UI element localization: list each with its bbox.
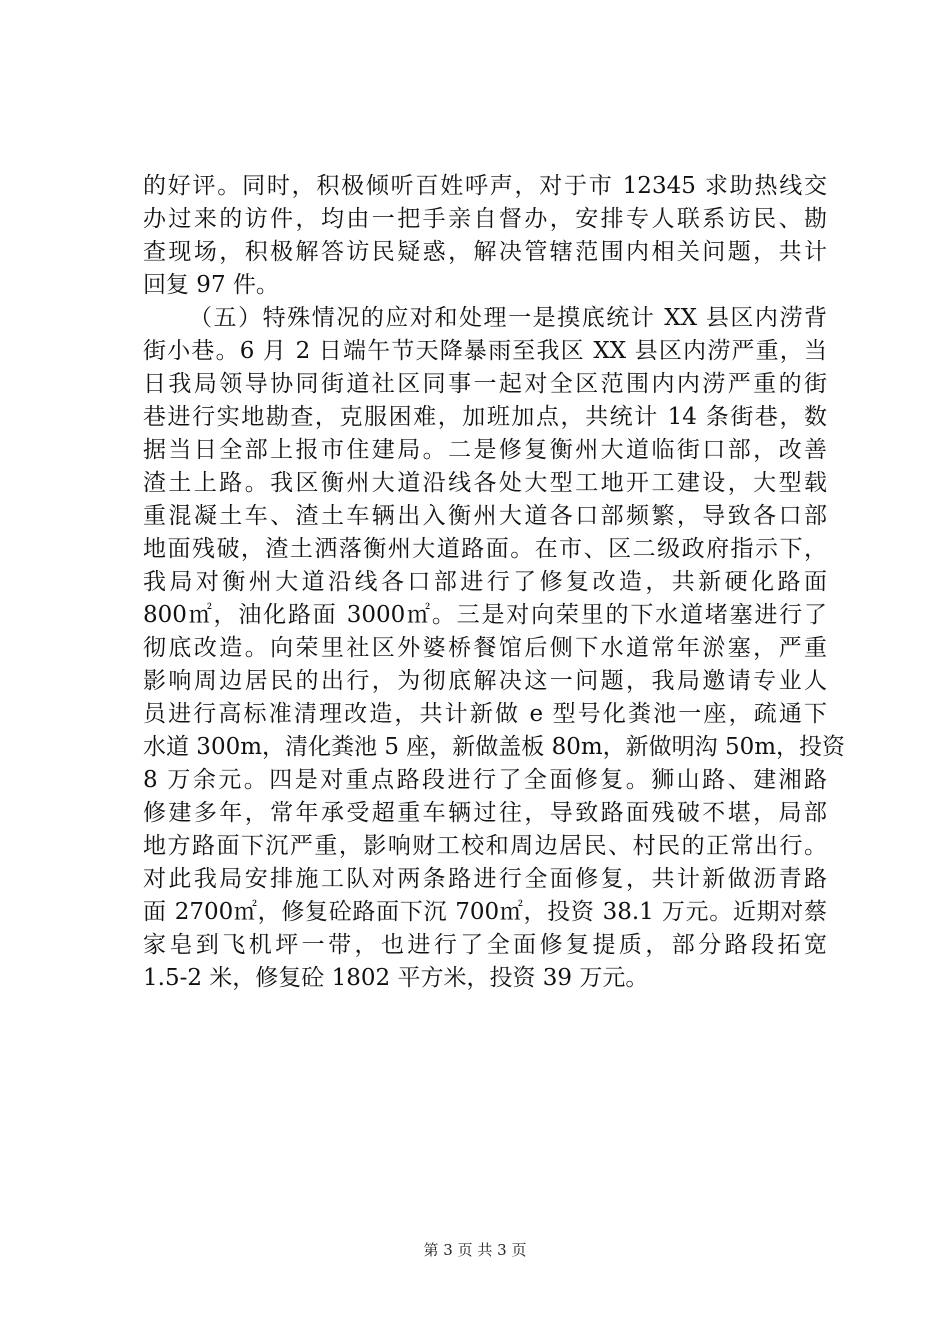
text-line: 地方路面下沉严重，影响财工校和周边居民、村民的正常出行。 bbox=[143, 833, 827, 859]
paragraph-start-line: （五）特殊情况的应对和处理一是摸底统计 XX 县区内涝背 bbox=[189, 305, 827, 331]
text-line: 办过来的访件，均由一把手亲自督办，安排专人联系访民、勘 bbox=[143, 206, 827, 232]
text-line: 员进行高标准清理改造，共计新做 e 型号化粪池一座，疏通下 bbox=[143, 701, 827, 727]
text-line: 查现场，积极解答访民疑惑，解决管辖范围内相关问题，共计 bbox=[143, 239, 827, 265]
text-line: 的好评。同时，积极倾听百姓呼声，对于市 12345 求助热线交 bbox=[143, 173, 827, 199]
text-line: 据当日全部上报市住建局。二是修复衡州大道临街口部，改善 bbox=[143, 437, 827, 463]
text-line: 彻底改造。向荣里社区外婆桥餐馆后侧下水道常年淤塞，严重 bbox=[143, 635, 827, 661]
text-line: 街小巷。6 月 2 日端午节天降暴雨至我区 XX 县区内涝严重，当 bbox=[143, 338, 827, 364]
text-line: 重混凝土车、渣土车辆出入衡州大道各口部频繁，导致各口部 bbox=[143, 503, 827, 529]
text-line: 水道 300m，清化粪池 5 座，新做盖板 80m，新做明沟 50m，投资 bbox=[143, 734, 846, 760]
text-line: 我局对衡州大道沿线各口部进行了修复改造，共新硬化路面 bbox=[143, 569, 827, 595]
text-line: 修建多年，常年承受超重车辆过往，导致路面残破不堪，局部 bbox=[143, 800, 827, 826]
text-line: 家皂到飞机坪一带，也进行了全面修复提质，部分路段拓宽 bbox=[143, 932, 827, 958]
text-line: 地面残破，渣土洒落衡州大道路面。在市、区二级政府指示下， bbox=[143, 536, 827, 562]
text-line: 1.5-2 米，修复砼 1802 平方米，投资 39 万元。 bbox=[143, 965, 649, 991]
text-line: 巷进行实地勘查，克服困难，加班加点，共统计 14 条街巷，数 bbox=[143, 404, 827, 430]
text-line: 日我局领导协同街道社区同事一起对全区范围内内涝严重的街 bbox=[143, 371, 827, 397]
body-text bbox=[143, 170, 846, 995]
page-number-label: 第 3 页 共 3 页 bbox=[423, 1241, 527, 1259]
page-footer bbox=[0, 1240, 950, 1260]
text-line: 回复 97 件。 bbox=[143, 272, 279, 298]
text-line: 渣土上路。我区衡州大道沿线各处大型工地开工建设，大型载 bbox=[143, 470, 827, 496]
text-line: 800㎡，油化路面 3000㎡。三是对向荣里的下水道堵塞进行了 bbox=[143, 602, 827, 628]
text-line: 面 2700㎡，修复砼路面下沉 700㎡，投资 38.1 万元。近期对蔡 bbox=[143, 899, 827, 925]
text-line: 8 万余元。四是对重点路段进行了全面修复。狮山路、建湘路 bbox=[143, 767, 827, 793]
text-line: 对此我局安排施工队对两条路进行全面修复，共计新做沥青路 bbox=[143, 866, 827, 892]
text-line: 影响周边居民的出行，为彻底解决这一问题，我局邀请专业人 bbox=[143, 668, 827, 694]
